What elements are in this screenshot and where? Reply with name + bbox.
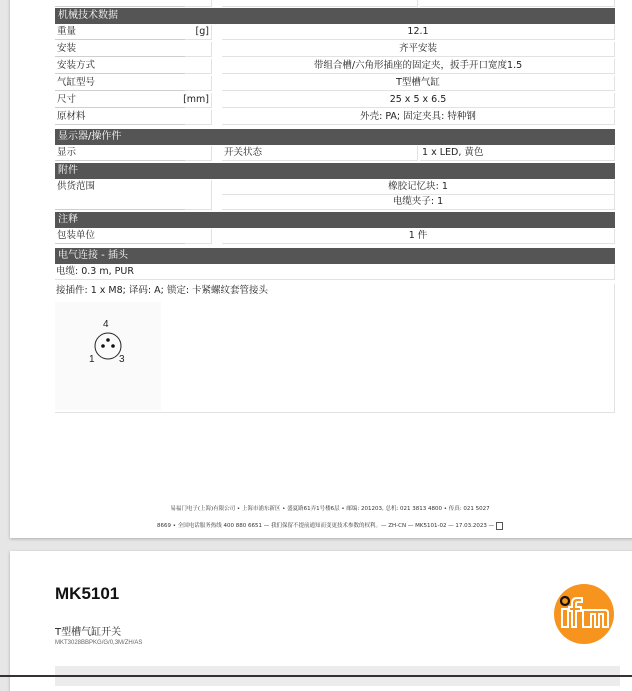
product-code: MKT3028BBPKG/G/0,3M/ZH/AS bbox=[55, 640, 143, 646]
row-value-mounting: 齐平安装 bbox=[222, 42, 615, 57]
unit-label: [mm] bbox=[183, 94, 209, 105]
datasheet-page-2 bbox=[10, 551, 632, 691]
product-subtitle: T型槽气缸开关 bbox=[55, 627, 122, 638]
row-label-scope-of-delivery: 供货范围 bbox=[55, 180, 212, 210]
section-header-electrical: 电气连接 - 插头 bbox=[55, 248, 615, 264]
pin-label-4: 4 bbox=[103, 319, 109, 330]
row-label-dimensions: 尺寸 [mm] bbox=[55, 93, 212, 108]
row-label-material: 原材料 bbox=[55, 110, 212, 125]
row-label-cylinder-type: 气缸型号 bbox=[55, 76, 212, 91]
pin-diagram bbox=[55, 302, 161, 410]
datasheet-page-1 bbox=[10, 0, 632, 538]
row-value-cable-clip: 电缆夹子: 1 bbox=[222, 195, 615, 210]
section-header-accessories: 附件 bbox=[55, 163, 615, 179]
row-label-weight: 重量 [g] bbox=[55, 25, 212, 40]
footer-line-1: 易福门电子(上海)有限公司 • 上海市浦东新区 • 盛夏路61弄1号楼6层 • 邮编: 201203, 总机: 021 3813 4800 • 传真: 021 5027 bbox=[170, 506, 490, 512]
section-header-notes: 注释 bbox=[55, 212, 615, 228]
connector-pin-icon bbox=[93, 331, 123, 361]
footer-line-2: 8669 • 全国电话服务热线 400 880 6651 — 我们保留不提前通知而变更技术参数的权利。— ZH-CN — MK5101-02 — 17.03.2023 — bbox=[10, 521, 632, 530]
partial-row-value-1 bbox=[222, 0, 418, 7]
row-value-packaging-unit: 1 件 bbox=[222, 229, 615, 244]
row-label-mounting-type: 安装方式 bbox=[55, 59, 212, 74]
connector-spec: 接插件: 1 x M8; 译码: A; 锁定: 卡紧螺纹套管接头 bbox=[56, 285, 269, 296]
row-value-weight: 12.1 bbox=[222, 25, 615, 40]
section-header-mechanical: 机械技术数据 bbox=[55, 8, 615, 24]
ifm-logo-icon bbox=[553, 583, 615, 649]
partial-row-value-2 bbox=[420, 0, 615, 7]
row-label-packaging-unit: 包装单位 bbox=[55, 229, 212, 244]
qr-mark-icon bbox=[496, 522, 503, 530]
section-header-display: 显示器/操作件 bbox=[55, 129, 615, 145]
row-value-cylinder-type: T型槽气缸 bbox=[222, 76, 615, 91]
row-value-material: 外壳: PA; 固定夹具: 特种钢 bbox=[222, 110, 615, 125]
pin-label-3: 3 bbox=[119, 354, 125, 365]
pin-label-1: 1 bbox=[89, 354, 95, 365]
row-label-mounting: 安装 bbox=[55, 42, 212, 57]
cable-spec: 电缆: 0.3 m, PUR bbox=[55, 265, 615, 280]
row-value-led: 1 x LED, 黄色 bbox=[420, 146, 615, 161]
row-value-mounting-type: 带组合槽/六角形插座的固定夹，扳手开口宽度1.5 bbox=[222, 59, 615, 74]
row-label-display: 显示 bbox=[55, 146, 212, 161]
row-value-rubber-block: 橡胶记忆块: 1 bbox=[222, 180, 615, 195]
partial-row-label bbox=[55, 0, 212, 7]
product-title: MK5101 bbox=[55, 584, 120, 603]
row-value-dimensions: 25 x 5 x 6.5 bbox=[222, 93, 615, 108]
row-value-switch-state: 开关状态 bbox=[222, 146, 418, 161]
unit-label: [g] bbox=[195, 26, 209, 37]
